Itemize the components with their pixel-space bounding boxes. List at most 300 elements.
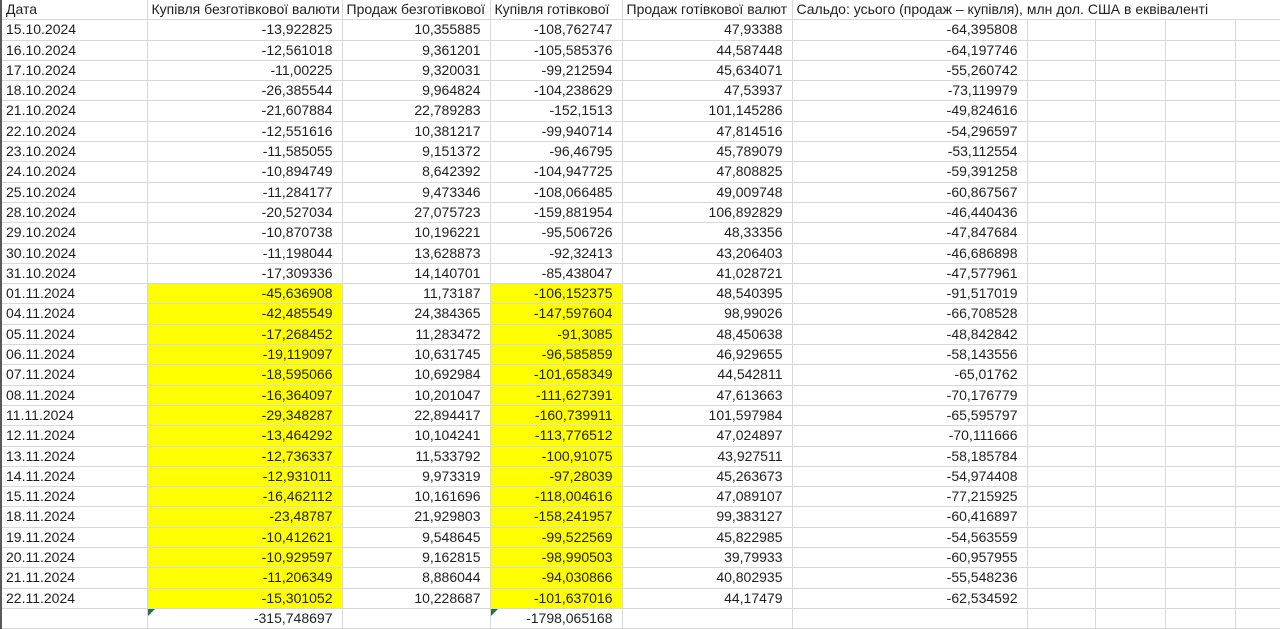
cell-empty[interactable] [1235,446,1280,466]
cell-value[interactable]: -54,296597 [792,121,1027,141]
cell-value[interactable]: -12,551616 [147,121,342,141]
column-header-0[interactable]: Дата [2,0,147,20]
cell-empty[interactable] [1095,324,1165,344]
cell-empty[interactable] [1235,304,1280,324]
cell-value[interactable]: 9,548645 [342,527,490,547]
cell-value[interactable]: -118,004616 [490,487,622,507]
cell-value[interactable]: -97,28039 [490,466,622,486]
cell-empty[interactable] [1027,527,1095,547]
cell-value[interactable]: 10,692984 [342,365,490,385]
cell-value[interactable]: -48,842842 [792,324,1027,344]
cell-value[interactable]: -100,91075 [490,446,622,466]
cell-value[interactable]: -13,464292 [147,426,342,446]
cell-value[interactable]: 24,384365 [342,304,490,324]
cell-date[interactable]: 15.10.2024 [2,20,147,40]
cell-value[interactable]: 44,587448 [622,40,792,60]
cell-empty[interactable] [1165,121,1235,141]
cell-empty[interactable] [1165,202,1235,222]
cell-date[interactable]: 06.11.2024 [2,345,147,365]
cell-date[interactable]: 30.10.2024 [2,243,147,263]
cell-date[interactable]: 17.10.2024 [2,60,147,80]
cell-value[interactable]: 40,802935 [622,568,792,588]
cell-value[interactable]: 9,973319 [342,466,490,486]
cell-value[interactable]: -11,198044 [147,243,342,263]
cell-date[interactable]: 23.10.2024 [2,142,147,162]
cell-value[interactable]: -98,990503 [490,548,622,568]
cell-empty[interactable] [1235,324,1280,344]
cell-empty[interactable] [1027,284,1095,304]
cell-empty[interactable] [1235,121,1280,141]
cell-date[interactable]: 22.10.2024 [2,121,147,141]
cell-empty[interactable] [1027,365,1095,385]
cell-empty[interactable] [1235,426,1280,446]
cell-value[interactable]: 9,151372 [342,142,490,162]
cell-value[interactable]: -59,391258 [792,162,1027,182]
cell-date[interactable]: 14.11.2024 [2,466,147,486]
cell-value[interactable]: 21,929803 [342,507,490,527]
cell-date[interactable]: 12.11.2024 [2,426,147,446]
cell-empty[interactable] [1095,345,1165,365]
cell-empty[interactable] [1165,527,1235,547]
cell-value[interactable]: -12,736337 [147,446,342,466]
cell-value[interactable]: 13,628873 [342,243,490,263]
cell-value[interactable]: 106,892829 [622,202,792,222]
cell-value[interactable]: -21,607884 [147,101,342,121]
cell-value[interactable]: -60,957955 [792,548,1027,568]
cell-empty[interactable] [1095,182,1165,202]
cell-value[interactable]: 41,028721 [622,263,792,283]
cell-date[interactable]: 05.11.2024 [2,324,147,344]
cell-value[interactable]: -19,119097 [147,345,342,365]
cell-date[interactable]: 21.10.2024 [2,101,147,121]
cell-empty[interactable] [1095,466,1165,486]
cell-value[interactable]: 48,540395 [622,284,792,304]
cell-value[interactable]: 10,104241 [342,426,490,446]
cell-value[interactable]: 43,206403 [622,243,792,263]
cell-value[interactable]: 8,642392 [342,162,490,182]
cell-empty[interactable] [1095,507,1165,527]
cell-empty[interactable] [1165,40,1235,60]
cell-value[interactable]: -111,627391 [490,385,622,405]
cell-value[interactable]: 8,886044 [342,568,490,588]
cell-empty[interactable] [1027,588,1095,608]
cell-value[interactable]: 47,814516 [622,121,792,141]
cell-empty[interactable] [1165,345,1235,365]
cell-empty[interactable] [1235,548,1280,568]
cell-value[interactable]: 101,597984 [622,405,792,425]
cell-value[interactable]: -159,881954 [490,202,622,222]
cell-empty[interactable] [1095,608,1165,628]
cell-date[interactable]: 13.11.2024 [2,446,147,466]
cell-value[interactable]: 47,089107 [622,487,792,507]
cell-value[interactable]: 48,450638 [622,324,792,344]
cell-empty[interactable] [1165,385,1235,405]
cell-value[interactable]: 22,789283 [342,101,490,121]
cell-empty[interactable] [1235,527,1280,547]
cell-value[interactable]: -104,947725 [490,162,622,182]
cell-empty[interactable] [1235,568,1280,588]
cell-value[interactable]: -108,762747 [490,20,622,40]
cell-date[interactable]: 25.10.2024 [2,182,147,202]
cell-value[interactable]: -108,066485 [490,182,622,202]
cell-date[interactable]: 21.11.2024 [2,568,147,588]
cell-empty[interactable] [1165,568,1235,588]
cell-value[interactable]: -60,867567 [792,182,1027,202]
cell-empty[interactable] [1165,487,1235,507]
cell-value[interactable] [490,608,622,628]
cell-value[interactable]: -105,585376 [490,40,622,60]
cell-value[interactable]: 45,789079 [622,142,792,162]
cell-value[interactable]: -46,440436 [792,202,1027,222]
cell-empty[interactable] [1095,60,1165,80]
cell-value[interactable]: -29,348287 [147,405,342,425]
cell-empty[interactable] [1095,101,1165,121]
cell-empty[interactable] [1235,507,1280,527]
cell-value[interactable]: -58,185784 [792,446,1027,466]
cell-value[interactable]: 9,162815 [342,548,490,568]
cell-value[interactable]: -65,01762 [792,365,1027,385]
cell-value[interactable]: -53,112554 [792,142,1027,162]
cell-empty[interactable] [1095,40,1165,60]
cell-value[interactable]: -91,517019 [792,284,1027,304]
cell-value[interactable]: -104,238629 [490,81,622,101]
cell-value[interactable]: 10,196221 [342,223,490,243]
cell-empty[interactable] [1095,446,1165,466]
cell-empty[interactable] [1095,304,1165,324]
cell-empty[interactable] [1165,405,1235,425]
cell-date[interactable]: 24.10.2024 [2,162,147,182]
cell-empty[interactable] [1027,548,1095,568]
cell-date[interactable]: 07.11.2024 [2,365,147,385]
cell-empty[interactable] [1095,365,1165,385]
cell-value[interactable]: -58,143556 [792,345,1027,365]
cell-value[interactable]: 11,283472 [342,324,490,344]
cell-value[interactable] [342,608,490,628]
cell-empty[interactable] [1027,568,1095,588]
cell-empty[interactable] [1235,101,1280,121]
cell-value[interactable]: -77,215925 [792,487,1027,507]
cell-date[interactable]: 04.11.2024 [2,304,147,324]
cell-empty[interactable] [1165,263,1235,283]
cell-empty[interactable] [1235,243,1280,263]
cell-empty[interactable] [1165,446,1235,466]
cell-empty[interactable] [1027,405,1095,425]
cell-empty[interactable] [1095,548,1165,568]
column-header-2[interactable]: Продаж безготівкової [342,0,490,20]
cell-value[interactable]: -16,364097 [147,385,342,405]
cell-value[interactable]: 101,145286 [622,101,792,121]
cell-empty[interactable] [1235,162,1280,182]
cell-value[interactable]: 45,822985 [622,527,792,547]
cell-empty[interactable] [1165,223,1235,243]
cell-value[interactable]: 49,009748 [622,182,792,202]
cell-empty[interactable] [1235,81,1280,101]
cell-date[interactable]: 11.11.2024 [2,405,147,425]
cell-value[interactable]: -17,309336 [147,263,342,283]
cell-value[interactable]: -73,119979 [792,81,1027,101]
cell-empty[interactable] [1235,466,1280,486]
cell-value[interactable]: -160,739911 [490,405,622,425]
cell-empty[interactable] [1027,101,1095,121]
cell-value[interactable]: 10,161696 [342,487,490,507]
cell-empty[interactable] [1235,223,1280,243]
cell-date[interactable]: 08.11.2024 [2,385,147,405]
cell-empty[interactable] [1095,527,1165,547]
cell-empty[interactable] [1095,568,1165,588]
cell-value[interactable]: -60,416897 [792,507,1027,527]
cell-value[interactable]: 43,927511 [622,446,792,466]
cell-value[interactable]: -96,46795 [490,142,622,162]
cell-value[interactable]: -47,847684 [792,223,1027,243]
cell-value[interactable]: -12,931011 [147,466,342,486]
cell-empty[interactable] [1165,466,1235,486]
cell-date[interactable]: 19.11.2024 [2,527,147,547]
cell-value[interactable]: -66,708528 [792,304,1027,324]
cell-empty[interactable] [1165,324,1235,344]
cell-empty[interactable] [1027,507,1095,527]
cell-empty[interactable] [1027,81,1095,101]
cell-value[interactable]: 10,201047 [342,385,490,405]
cell-value[interactable]: -26,385544 [147,81,342,101]
cell-value[interactable]: -47,577961 [792,263,1027,283]
cell-empty[interactable] [1165,365,1235,385]
cell-empty[interactable] [1235,588,1280,608]
cell-value[interactable]: 11,533792 [342,446,490,466]
cell-empty[interactable] [1235,142,1280,162]
cell-value[interactable]: -64,395808 [792,20,1027,40]
cell-value[interactable]: -96,585859 [490,345,622,365]
cell-value[interactable]: -54,974408 [792,466,1027,486]
cell-empty[interactable] [1235,284,1280,304]
cell-empty[interactable] [1095,243,1165,263]
cell-value[interactable] [147,608,342,628]
cell-value[interactable]: 98,99026 [622,304,792,324]
cell-empty[interactable] [1235,263,1280,283]
cell-empty[interactable] [1165,284,1235,304]
cell-empty[interactable] [1095,487,1165,507]
cell-empty[interactable] [1235,365,1280,385]
cell-value[interactable]: -45,636908 [147,284,342,304]
cell-empty[interactable] [1095,81,1165,101]
cell-value[interactable]: -70,176779 [792,385,1027,405]
cell-value[interactable]: -70,111666 [792,426,1027,446]
cell-empty[interactable] [1095,426,1165,446]
cell-empty[interactable] [1027,20,1095,40]
cell-value[interactable]: -16,462112 [147,487,342,507]
column-header-1[interactable]: Купівля безготівкової валюти [147,0,342,20]
cell-empty[interactable] [1165,304,1235,324]
cell-value[interactable]: 99,383127 [622,507,792,527]
cell-empty[interactable] [1165,101,1235,121]
cell-date[interactable]: 22.11.2024 [2,588,147,608]
cell-empty[interactable] [1027,304,1095,324]
cell-empty[interactable] [1165,142,1235,162]
cell-empty[interactable] [1027,608,1095,628]
cell-value[interactable]: -92,32413 [490,243,622,263]
cell-empty[interactable] [1027,487,1095,507]
cell-value[interactable] [622,608,792,628]
cell-value[interactable]: -101,637016 [490,588,622,608]
cell-date[interactable]: 31.10.2024 [2,263,147,283]
cell-empty[interactable] [1027,324,1095,344]
cell-empty[interactable] [1235,60,1280,80]
cell-value[interactable]: -15,301052 [147,588,342,608]
cell-empty[interactable] [1027,263,1095,283]
cell-empty[interactable] [1165,243,1235,263]
cell-empty[interactable] [1027,202,1095,222]
column-header-4[interactable]: Продаж готівкової валют [622,0,792,20]
cell-empty[interactable] [1095,202,1165,222]
cell-value[interactable]: -99,940714 [490,121,622,141]
cell-value[interactable]: -11,206349 [147,568,342,588]
cell-date[interactable]: 15.11.2024 [2,487,147,507]
cell-value[interactable]: 44,17479 [622,588,792,608]
cell-value[interactable]: 10,355885 [342,20,490,40]
cell-value[interactable]: 39,79933 [622,548,792,568]
cell-empty[interactable] [1027,182,1095,202]
cell-empty[interactable] [1027,40,1095,60]
cell-value[interactable]: 47,024897 [622,426,792,446]
cell-empty[interactable] [1095,20,1165,40]
cell-value[interactable]: -17,268452 [147,324,342,344]
cell-value[interactable]: -13,922825 [147,20,342,40]
cell-date[interactable]: 29.10.2024 [2,223,147,243]
column-header-5[interactable]: Сальдо: усього (продаж – купівля), млн дол. США в еквіваленті [792,0,1027,20]
cell-value[interactable]: 9,320031 [342,60,490,80]
cell-value[interactable]: -10,929597 [147,548,342,568]
cell-empty[interactable] [1095,263,1165,283]
cell-date[interactable]: 01.11.2024 [2,284,147,304]
cell-value[interactable]: 9,473346 [342,182,490,202]
cell-value[interactable]: -12,561018 [147,40,342,60]
cell-empty[interactable] [1165,60,1235,80]
cell-empty[interactable] [1095,142,1165,162]
cell-value[interactable]: -65,595797 [792,405,1027,425]
cell-value[interactable]: 10,381217 [342,121,490,141]
cell-value[interactable]: -85,438047 [490,263,622,283]
cell-empty[interactable] [1165,162,1235,182]
cell-value[interactable]: 14,140701 [342,263,490,283]
cell-empty[interactable] [1027,121,1095,141]
cell-empty[interactable] [1027,243,1095,263]
cell-value[interactable]: -55,548236 [792,568,1027,588]
cell-value[interactable]: -11,585055 [147,142,342,162]
cell-empty[interactable] [1165,81,1235,101]
cell-empty[interactable] [1027,142,1095,162]
cell-value[interactable]: 9,361201 [342,40,490,60]
cell-value[interactable]: 27,075723 [342,202,490,222]
cell-date[interactable]: 16.10.2024 [2,40,147,60]
cell-value[interactable]: -106,152375 [490,284,622,304]
cell-value[interactable]: -99,522569 [490,527,622,547]
cell-value[interactable]: 47,53937 [622,81,792,101]
cell-value[interactable]: -113,776512 [490,426,622,446]
cell-empty[interactable] [1095,588,1165,608]
cell-value[interactable]: 47,808825 [622,162,792,182]
cell-value[interactable]: 44,542811 [622,365,792,385]
cell-value[interactable]: -10,894749 [147,162,342,182]
cell-empty[interactable] [1095,162,1165,182]
cell-value[interactable]: -101,658349 [490,365,622,385]
cell-value[interactable]: -11,00225 [147,60,342,80]
cell-value[interactable]: 48,33356 [622,223,792,243]
cell-value[interactable]: 47,93388 [622,20,792,40]
cell-empty[interactable] [1235,385,1280,405]
cell-empty[interactable] [1095,385,1165,405]
cell-value[interactable]: -18,595066 [147,365,342,385]
cell-date[interactable]: 20.11.2024 [2,548,147,568]
cell-empty[interactable] [1235,405,1280,425]
cell-value[interactable]: -147,597604 [490,304,622,324]
cell-empty[interactable] [1235,40,1280,60]
cell-date[interactable]: 18.11.2024 [2,507,147,527]
cell-empty[interactable] [1235,182,1280,202]
cell-value[interactable]: -11,284177 [147,182,342,202]
cell-value[interactable]: 10,631745 [342,345,490,365]
cell-empty[interactable] [1235,608,1280,628]
cell-empty[interactable] [1027,162,1095,182]
cell-empty[interactable] [1235,202,1280,222]
cell-empty[interactable] [1095,284,1165,304]
cell-value[interactable]: -152,1513 [490,101,622,121]
cell-empty[interactable] [1165,20,1235,40]
cell-value[interactable]: 45,263673 [622,466,792,486]
cell-value[interactable]: -23,48787 [147,507,342,527]
cell-empty[interactable] [1165,426,1235,446]
cell-value[interactable]: -10,870738 [147,223,342,243]
cell-value[interactable]: -99,212594 [490,60,622,80]
cell-value[interactable]: -95,506726 [490,223,622,243]
cell-empty[interactable] [1165,548,1235,568]
cell-value[interactable]: -55,260742 [792,60,1027,80]
cell-value[interactable]: 11,73187 [342,284,490,304]
cell-value[interactable]: -54,563559 [792,527,1027,547]
cell-date[interactable]: 18.10.2024 [2,81,147,101]
cell-value[interactable]: 22,894417 [342,405,490,425]
cell-empty[interactable] [1165,588,1235,608]
cell-value[interactable]: -10,412621 [147,527,342,547]
cell-value[interactable]: 46,929655 [622,345,792,365]
cell-value[interactable]: 10,228687 [342,588,490,608]
cell-value[interactable]: -62,534592 [792,588,1027,608]
cell-empty[interactable] [1027,466,1095,486]
cell-value[interactable]: -64,197746 [792,40,1027,60]
cell-empty[interactable] [1235,345,1280,365]
cell-empty[interactable] [1095,121,1165,141]
cell-empty[interactable] [1027,385,1095,405]
cell-value[interactable]: -91,3085 [490,324,622,344]
cell-empty[interactable] [1235,20,1280,40]
cell-date[interactable]: 28.10.2024 [2,202,147,222]
cell-value[interactable]: 47,613663 [622,385,792,405]
cell-empty[interactable] [1027,60,1095,80]
cell-value[interactable]: -94,030866 [490,568,622,588]
column-header-3[interactable]: Купівля готівкової [490,0,622,20]
cell-empty[interactable] [1027,446,1095,466]
cell-empty[interactable] [1095,223,1165,243]
cell-value[interactable]: -42,485549 [147,304,342,324]
cell-value[interactable]: 9,964824 [342,81,490,101]
cell-value[interactable]: -20,527034 [147,202,342,222]
cell-date[interactable] [2,608,147,628]
cell-empty[interactable] [1095,405,1165,425]
cell-empty[interactable] [1165,507,1235,527]
cell-empty[interactable] [1027,426,1095,446]
cell-empty[interactable] [1165,608,1235,628]
cell-empty[interactable] [1165,182,1235,202]
cell-value[interactable]: -49,824616 [792,101,1027,121]
cell-value[interactable] [792,608,1027,628]
